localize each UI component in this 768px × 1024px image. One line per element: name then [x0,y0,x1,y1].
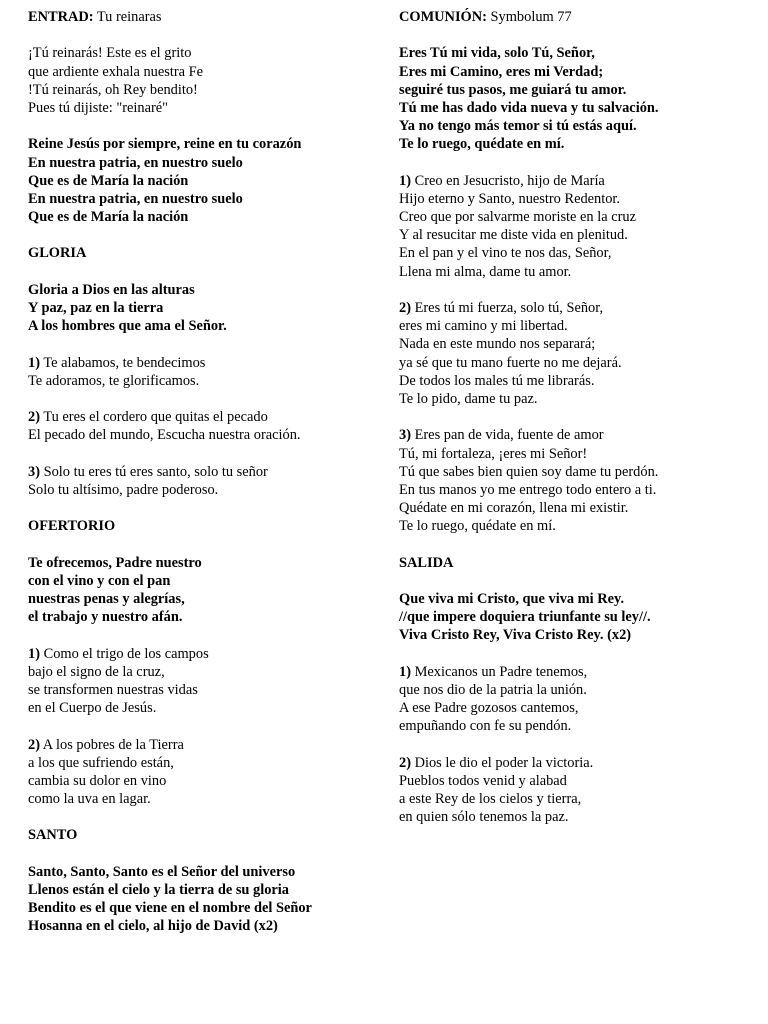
entrada-chorus-line: Reine Jesús por siempre, reine en tu corazón [28,136,302,153]
entrada-verse-line: Pues tú dijiste: "reinaré" [28,99,169,116]
gloria-heading: GLORIA [28,245,87,262]
ofertorio-verse-line: como la uva en lagar. [28,791,151,808]
ofertorio-verse-line: en el Cuerpo de Jesús. [28,700,157,717]
comunion-verse-line: Llena mi alma, dame tu amor. [399,263,572,280]
comunion-verse-line: eres mi camino y mi libertad. [399,318,568,335]
comunion-chorus-line: Eres Tú mi vida, solo Tú, Señor, [399,45,595,62]
comunion-verse-line: Te lo ruego, quédate en mí. [399,518,556,535]
comunion-verse-line: Tú, mi fortaleza, ¡eres mi Señor! [399,445,588,462]
salida-verse-line: 2) Dios le dio el poder la victoria. [399,754,594,771]
entrada-heading [28,8,383,26]
ofertorio-verse-line: bajo el signo de la cruz, [28,663,165,680]
entrada-title: Tu reinaras [93,9,162,25]
salida-verse-line: empuñando con fe su pendón. [399,718,572,735]
entrada-chorus-line: Que es de María la nación [28,209,189,226]
entrada-verse-line: ¡Tú reinarás! Este es el grito [28,45,192,62]
verse-number: 3) [399,427,411,444]
verse-number: 1) [28,645,40,662]
ofertorio-chorus-line: nuestras penas y alegrías, [28,591,185,607]
ofertorio-verse-line: se transformen nuestras vidas [28,681,198,698]
ofertorio-chorus-line: el trabajo y nuestro afán. [28,609,183,626]
santo-chorus-line: Bendito es el que viene en el nombre del Señor [28,900,312,917]
entrada-chorus-line: Que es de María la nación [28,172,189,189]
comunion-verse-line: Quédate en mi corazón, llena mi existir. [399,500,629,517]
verse-number: 2) [399,754,411,771]
comunion-heading [399,8,759,26]
verse-number: 1) [399,172,411,189]
ofertorio-chorus-line: con el vino y con el pan [28,572,171,589]
verse-number: 2) [399,300,411,316]
santo-chorus-line: Santo, Santo, Santo es el Señor del universo [28,863,296,880]
salida-verse-line: que nos dio de la patria la unión. [399,681,587,698]
comunion-verse-line: 1) Creo en Jesucristo, hijo de María [399,172,605,189]
santo-chorus-line: Llenos están el cielo y la tierra de su gloria [28,882,289,898]
salida-chorus-line: //que impere doquiera triunfante su ley//. [399,609,651,626]
santo-heading: SANTO [28,827,78,844]
comunion-verse-line: 3) Eres pan de vida, fuente de amor [399,427,604,444]
comunion-chorus-line: Eres mi Camino, eres mi Verdad; [399,63,604,80]
comunion-verse-line: Tú que sabes bien quien soy dame tu perdón. [399,463,659,480]
santo-chorus-line: Hosanna en el cielo, al hijo de David (x2) [28,918,278,935]
comunion-verse-line: En el pan y el vino te nos das, Señor, [399,245,612,262]
gloria-chorus-line: Gloria a Dios en las alturas [28,281,195,298]
comunion-chorus-line: seguiré tus pasos, me guiará tu amor. [399,81,627,98]
gloria-chorus-line: Y paz, paz en la tierra [28,300,164,316]
comunion-verse-line: Nada en este mundo nos separará; [399,336,596,353]
comunion-verse-line: 2) Eres tú mi fuerza, solo tú, Señor, [399,300,604,316]
comunion-verse-line: Hijo eterno y Santo, nuestro Redentor. [399,190,621,207]
salida-verse-line: A ese Padre gozosos cantemos, [399,700,579,717]
comunion-chorus-line: Ya no tengo más temor si tú estás aquí. [399,118,637,135]
ofertorio-chorus-line: Te ofrecemos, Padre nuestro [28,554,202,571]
gloria-verse-line: Solo tu altísimo, padre poderoso. [28,481,219,498]
gloria-verse-line: El pecado del mundo, Escucha nuestra oración. [28,427,301,444]
comunion-chorus-line: Tú me has dado vida nueva y tu salvación. [399,99,659,116]
entrada-verse-line: !Tú reinarás, oh Rey bendito! [28,81,198,98]
ofertorio-heading: OFERTORIO [28,518,116,535]
comunion-verse-line: De todos los males tú me librarás. [399,372,595,389]
salida-chorus-line: Viva Cristo Rey, Viva Cristo Rey. (x2) [399,627,632,644]
entrada-chorus-line: En nuestra patria, en nuestro suelo [28,190,243,207]
verse-number: 1) [399,663,411,680]
comunion-verse-line: ya sé que tu mano fuerte no me dejará. [399,354,622,371]
left-column [28,8,383,936]
ofertorio-verse-line: 2) A los pobres de la Tierra [28,736,184,753]
entrada-verse-line: que ardiente exhala nuestra Fe [28,63,204,80]
comunion-verse-line: Y al resucitar me diste vida en plenitud. [399,227,628,244]
verse-number: 1) [28,354,40,371]
salida-verse-line: 1) Mexicanos un Padre tenemos, [399,663,588,680]
gloria-verse-line: Te adoramos, te glorificamos. [28,372,200,389]
salida-verse-line: en quien sólo tenemos la paz. [399,809,569,826]
verse-number: 2) [28,409,40,426]
salida-heading: SALIDA [399,554,454,571]
ofertorio-verse-line: cambia su dolor en vino [28,772,167,789]
salida-verse-line: a este Rey de los cielos y tierra, [399,791,582,808]
ofertorio-verse-line: a los que sufriendo están, [28,754,174,771]
comunion-title: Symbolum 77 [486,9,572,25]
gloria-chorus-line: A los hombres que ama el Señor. [28,318,227,335]
ofertorio-verse-line: 1) Como el trigo de los campos [28,645,209,662]
gloria-verse-line: 1) Te alabamos, te bendecimos [28,354,206,371]
verse-number: 2) [28,736,40,753]
entrada-chorus-line: En nuestra patria, en nuestro suelo [28,154,243,171]
entrada-label: ENTRAD: [28,9,94,25]
verse-number: 3) [28,463,40,480]
comunion-verse-line: Te lo pido, dame tu paz. [399,390,538,407]
gloria-verse-line: 3) Solo tu eres tú eres santo, solo tu señor [28,463,268,480]
salida-chorus-line: Que viva mi Cristo, que viva mi Rey. [399,591,625,607]
comunion-chorus-line: Te lo ruego, quédate en mí. [399,136,565,153]
salida-verse-line: Pueblos todos venid y alabad [399,772,567,789]
comunion-verse-line: En tus manos yo me entrego todo entero a ti. [399,481,657,498]
gloria-verse-line: 2) Tu eres el cordero que quitas el pecado [28,409,268,426]
comunion-label: COMUNIÓN: [399,9,487,25]
comunion-verse-line: Creo que por salvarme moriste en la cruz [399,209,636,226]
right-column [399,8,759,826]
